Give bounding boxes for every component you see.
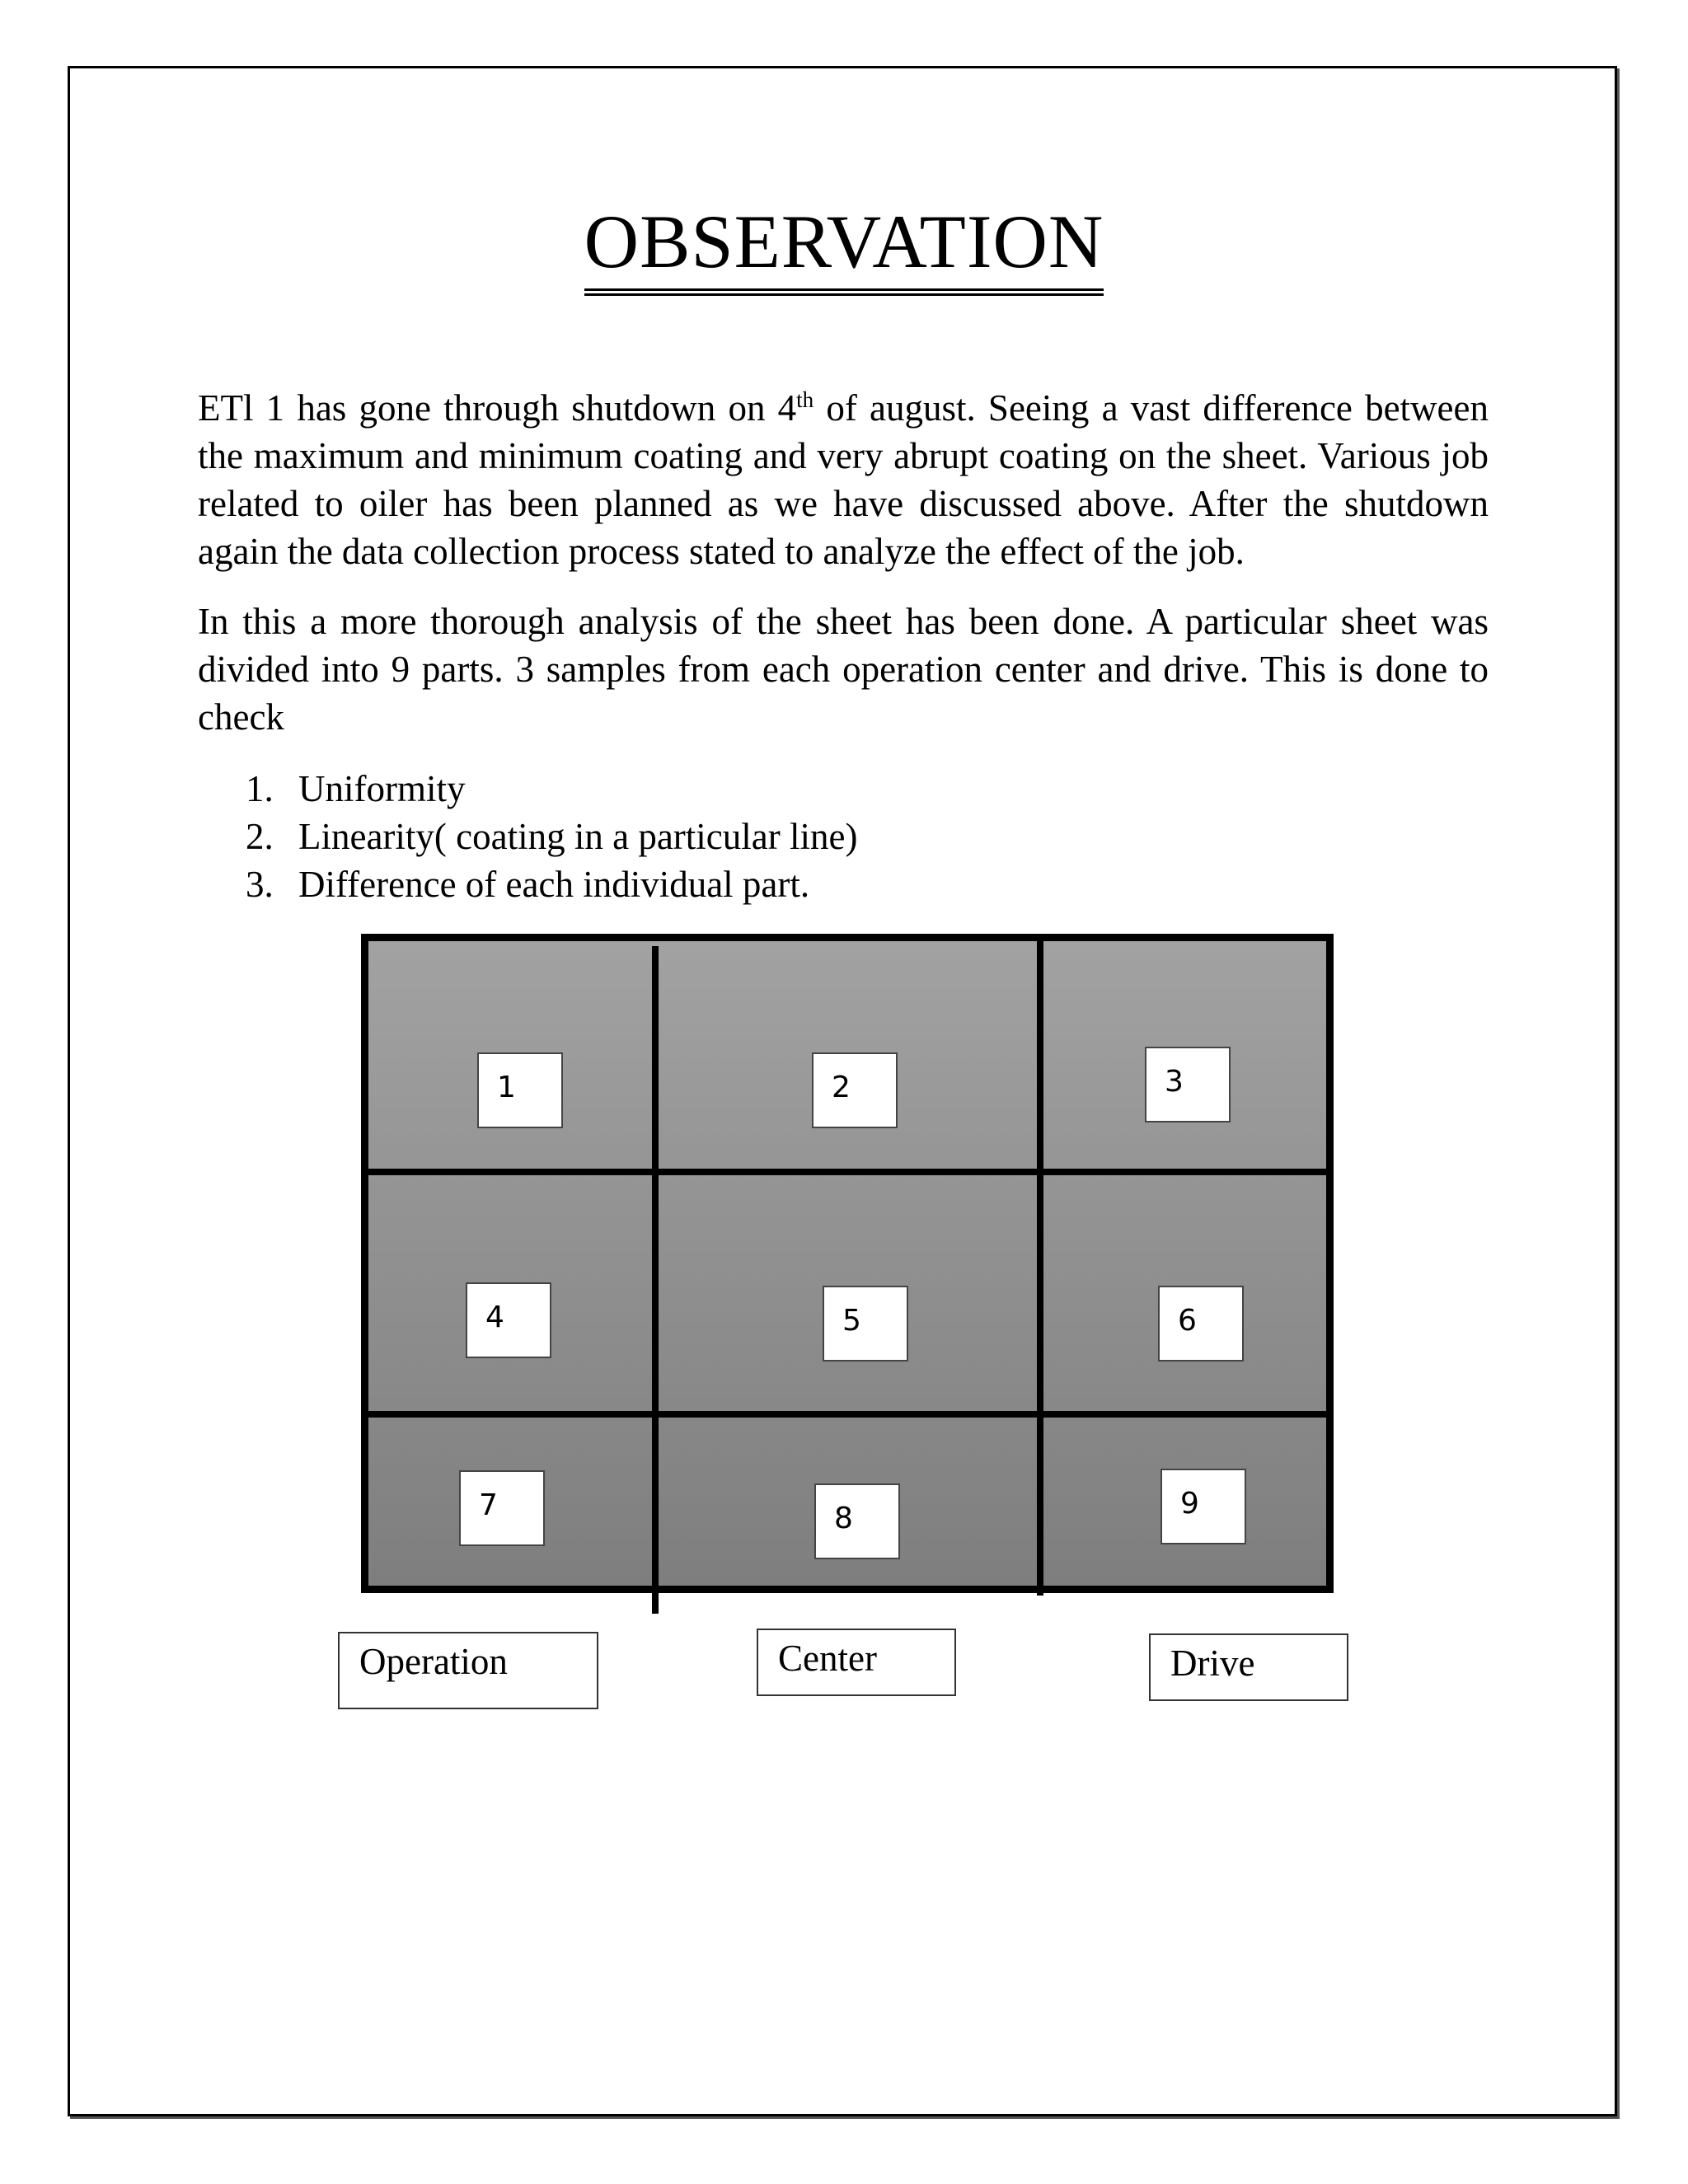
paragraph-text: ETl 1 has gone through shutdown on 4 bbox=[198, 387, 797, 429]
operation-label: Operation bbox=[338, 1632, 598, 1709]
cell-label: 9 bbox=[1160, 1469, 1246, 1544]
drive-label: Drive bbox=[1149, 1633, 1348, 1701]
list-item bbox=[246, 813, 857, 860]
list-text: Uniformity bbox=[298, 768, 466, 809]
paragraph-analysis: In this a more thorough analysis of the sheet has been done. A particular sheet was divided into 9 parts. 3 samples from each operation center and drive. This is done to check bbox=[198, 601, 1489, 738]
list-number: 3. bbox=[246, 864, 274, 905]
cell-label: 3 bbox=[1145, 1047, 1231, 1122]
cell-label: 2 bbox=[812, 1052, 898, 1128]
check-list bbox=[246, 765, 857, 908]
cell-label: 8 bbox=[814, 1483, 900, 1559]
list-number: 2. bbox=[246, 816, 274, 857]
list-item bbox=[246, 860, 857, 908]
cell-label: 6 bbox=[1158, 1286, 1244, 1361]
cell-label: 4 bbox=[466, 1282, 551, 1358]
grid-divider bbox=[1037, 936, 1043, 1596]
list-number: 1. bbox=[246, 768, 274, 809]
grid-divider bbox=[652, 946, 659, 1614]
list-item bbox=[246, 765, 857, 813]
sheet-grid-diagram bbox=[361, 934, 1334, 1593]
paragraph-shutdown bbox=[198, 384, 1489, 575]
list-text: Difference of each individual part. bbox=[298, 864, 810, 905]
cell-label: 1 bbox=[477, 1052, 563, 1128]
title-text: OBSERVATION bbox=[584, 196, 1104, 291]
center-label: Center bbox=[757, 1629, 956, 1696]
list-text: Linearity( coating in a particular line) bbox=[298, 816, 858, 857]
ordinal-suffix: th bbox=[796, 387, 814, 412]
cell-label: 7 bbox=[459, 1470, 545, 1546]
paragraph-text: of august. Seeing a vast difference between the maximum and minimum coating and very abrupt coating on the sheet. Various job related to oiler has been planned as we have discussed above. After the shutdown again the data collection process stated to analyze the effect of the job. bbox=[198, 387, 1489, 572]
grid-divider bbox=[365, 1411, 1331, 1418]
page-title bbox=[0, 196, 1688, 291]
grid-divider bbox=[365, 1169, 1331, 1175]
cell-label: 5 bbox=[823, 1286, 908, 1361]
